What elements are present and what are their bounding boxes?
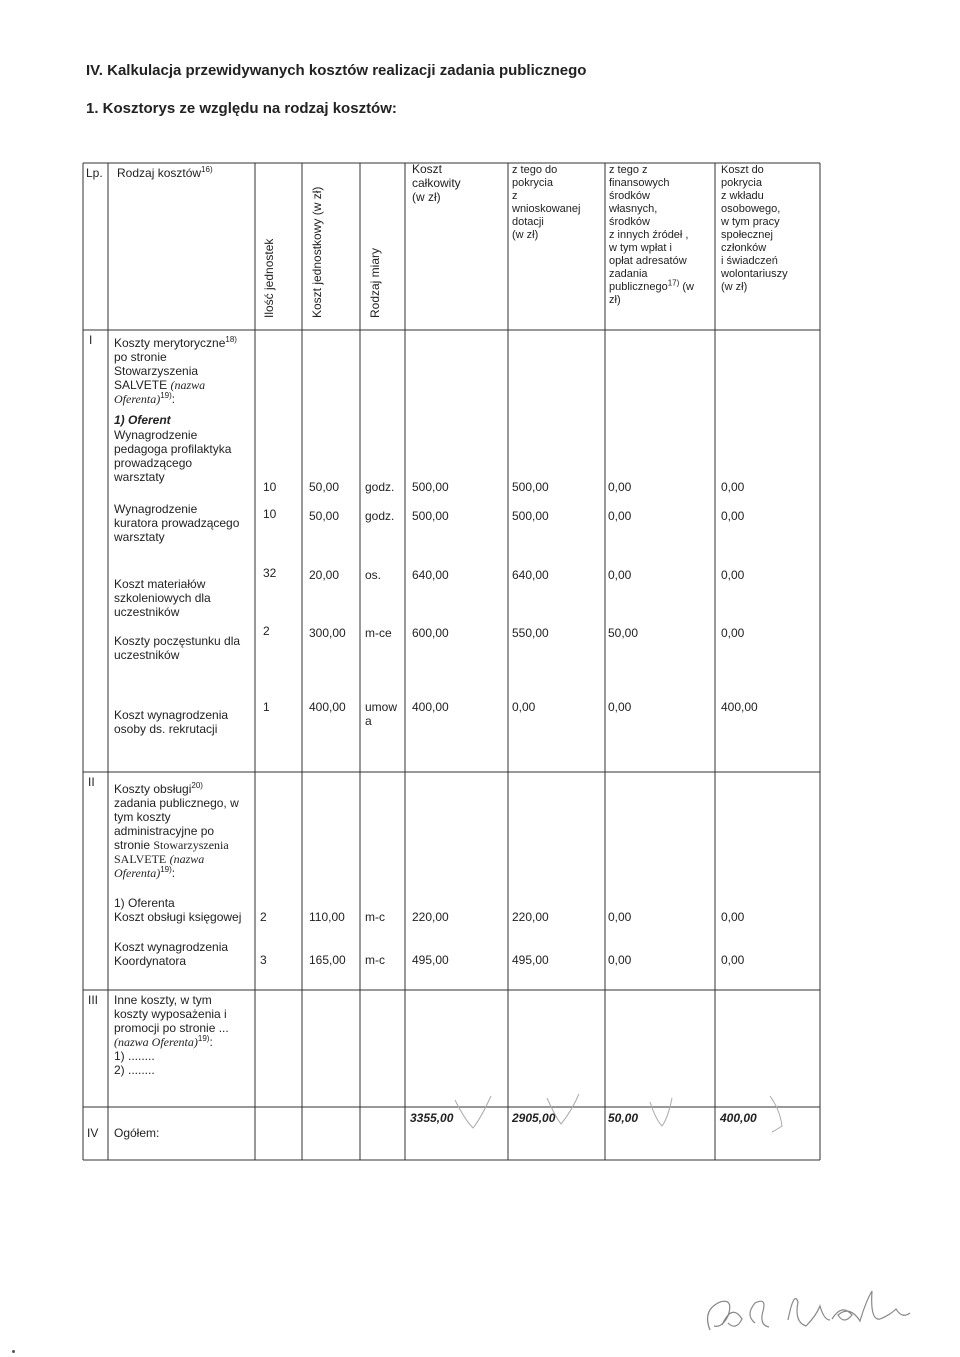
cost-row-personal: 0,00 [721,910,745,924]
cost-row-measure: godz. [365,480,395,494]
cost-row-own: 0,00 [608,568,632,582]
cost-row-grant: 500,00 [512,480,549,494]
cost-row-total: 500,00 [412,480,449,494]
cost-row-grant: 500,00 [512,509,549,523]
grand-total-own: 50,00 [608,1111,639,1125]
cost-row-unit-cost: 50,00 [309,509,340,523]
section-iii-lp: III [88,993,99,1007]
section-ii-lp: II [88,775,95,789]
grand-total-grant: 2905,00 [512,1111,556,1125]
cost-row-grant: 550,00 [512,626,549,640]
cost-row-qty: 10 [263,507,277,521]
cost-row-measure: godz. [365,509,395,523]
cost-row-name: Koszt wynagrodzenia osoby ds. rekrutacji [114,708,229,736]
section-i-title: Koszty merytoryczne$^{18)}$ po stronie Stowarzyszenia SALVETE (nazwa Oferenta)$^{19)}$: [114,335,237,406]
cost-row-name: Wynagrodzenie pedagoga profilaktyka prowadzącego warsztaty [114,428,232,484]
section-i-oferent-label: 1) Oferent [114,413,171,427]
grand-total: 3355,00 [410,1111,454,1125]
cost-row-personal: 0,00 [721,509,745,523]
signature [700,1275,930,1345]
cost-row-measure: m-ce [365,626,392,640]
cost-row-grant: 640,00 [512,568,549,582]
cost-row-measure: os. [365,568,382,582]
cost-row-personal: 0,00 [721,953,745,967]
cost-row-unit-cost: 20,00 [309,568,340,582]
cost-row-name: Koszt obsługi księgowej [114,910,242,924]
col-measure-header: Rodzaj miary [368,247,382,318]
section-iv-title: Ogółem: [114,1126,160,1140]
col-unit-cost-header: Koszt jednostkowy (w zł) [310,186,324,318]
cost-row-total: 220,00 [412,910,449,924]
cost-row-unit-cost: 165,00 [309,953,346,967]
cost-row-qty: 2 [260,910,267,924]
cost-row-measure: umow a [365,700,398,728]
cost-row-own: 0,00 [608,953,632,967]
col-total-header: Koszt całkowity (w zł) [412,162,461,204]
page-dot [12,1350,15,1353]
cost-row-own: 0,00 [608,700,632,714]
cost-row-own: 50,00 [608,626,639,640]
cost-row-personal: 400,00 [721,700,758,714]
cost-row-qty: 32 [263,566,277,580]
cost-row-grant: 495,00 [512,953,549,967]
cost-row-measure: m-c [365,953,385,967]
cost-row-name: Koszty poczęstunku dla uczestników [114,634,241,662]
cost-row-unit-cost: 300,00 [309,626,346,640]
cost-row-name: Wynagrodzenie kuratora prowadzącego warsztaty [114,502,240,544]
section-i-lp: I [89,333,93,347]
cost-row-qty: 2 [263,624,270,638]
section-iv-lp: IV [87,1126,99,1140]
col-type-header: Rodzaj kosztów$^{16)}$ [117,165,213,180]
cost-row-total: 640,00 [412,568,449,582]
col-lp-header: Lp. [86,166,103,180]
section-ii-oferent-label: 1) Oferenta [114,896,175,910]
cost-row-name: Koszt materiałów szkoleniowych dla uczestników [114,577,211,619]
cost-row-total: 600,00 [412,626,449,640]
cost-row-unit-cost: 110,00 [309,910,345,924]
cost-row-name: Koszt wynagrodzenia Koordynatora [114,940,229,968]
cost-row-qty: 3 [260,953,267,967]
cost-row-personal: 0,00 [721,626,745,640]
col-qty-header: Ilość jednostek [262,238,276,318]
subsection-heading: 1. Kosztorys ze względu na rodzaj kosztów: [86,100,397,117]
cost-row-qty: 1 [263,700,270,714]
cost-row-measure: m-c [365,910,385,924]
cost-row-total: 400,00 [412,700,449,714]
col-own-funds-header: z tego z finansowych środków własnych, środków z innych źródeł , w tym wpłat i opłat adresatów zadania publicznego$^{17)}$ (w zł) [609,164,694,306]
cost-row-qty: 10 [263,480,277,494]
section-iii-title: Inne koszty, w tym koszty wyposażenia i promocji po stronie ... (nazwa Oferenta)$^{19)}$: 1) ........ 2) ........ [114,993,229,1077]
cost-row-grant: 220,00 [512,910,549,924]
cost-row-own: 0,00 [608,480,632,494]
section-heading: IV. Kalkulacja przewidywanych kosztów realizacji zadania publicznego [86,62,587,79]
col-grant-header: z tego do pokrycia z wnioskowanej dotacji (w zł) [512,164,581,241]
cost-row-total: 500,00 [412,509,449,523]
cost-row-unit-cost: 50,00 [309,480,340,494]
cost-row-personal: 0,00 [721,480,745,494]
col-personal-header: Koszt do pokrycia z wkładu osobowego, w tym pracy społecznej członków i świadczeń wolontariuszy (w zł) [721,164,788,293]
grand-total-personal: 400,00 [720,1111,757,1125]
cost-row-personal: 0,00 [721,568,745,582]
cost-row-own: 0,00 [608,910,632,924]
cost-row-own: 0,00 [608,509,632,523]
cost-row-grant: 0,00 [512,700,536,714]
section-ii-title: Koszty obsługi$^{20)}$ zadania publicznego, w tym koszty administracyjne po stronie Stowarzyszenia SALVETE (nazwa Oferenta)$^{19)}$: [114,781,239,880]
cost-row-total: 495,00 [412,953,449,967]
cost-row-unit-cost: 400,00 [309,700,346,714]
